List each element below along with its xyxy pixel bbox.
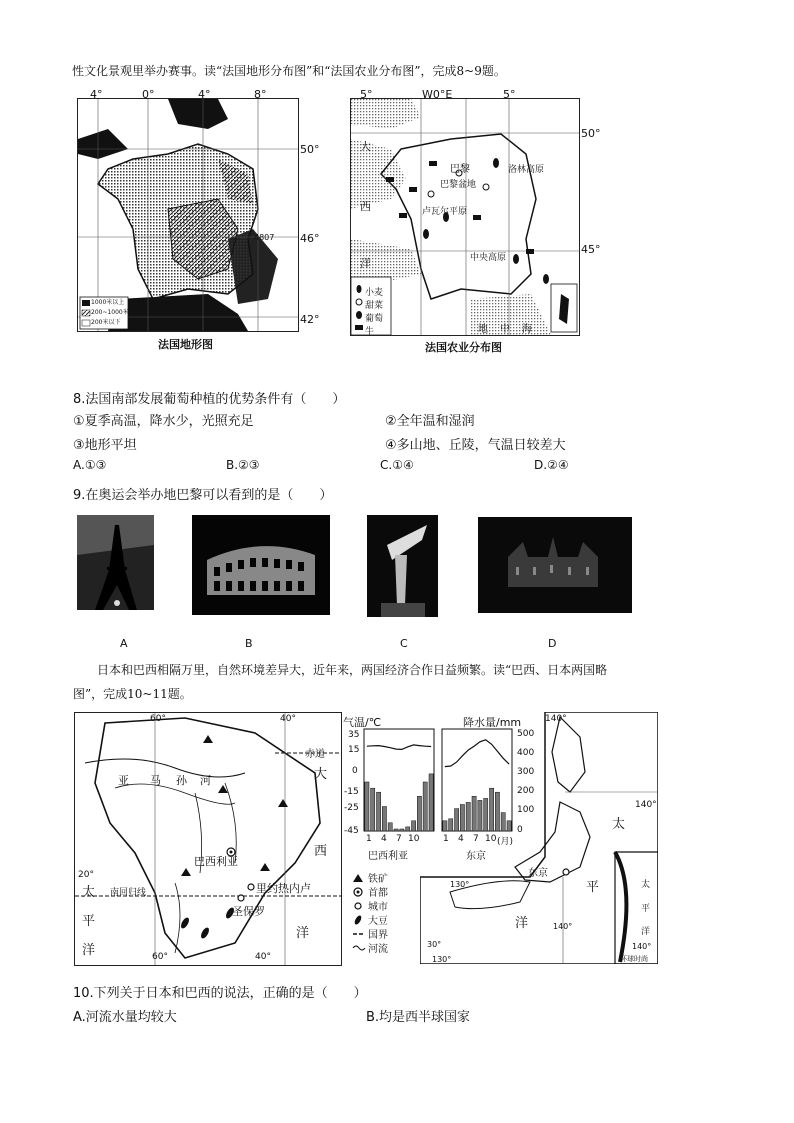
precip-tick: 400 [517, 748, 535, 758]
agri-lat-label: 50° [581, 127, 601, 140]
month-tick: 4 [458, 834, 464, 844]
agri-legend-item: 牛 [365, 327, 375, 337]
brasilia-precip-bar [365, 782, 369, 831]
japan-coord-label: 140° [632, 942, 652, 951]
agri-lon-label: 5° [360, 88, 373, 101]
month-tick: 1 [443, 834, 449, 844]
q9-label: C [400, 637, 408, 650]
intro-text-brazil-japan: 日本和巴西相隔万里，自然环境差异大，近年来，两国经济合作日益频繁。读“巴西、日本两国略 [97, 663, 608, 677]
temp-tick: 15 [348, 745, 360, 755]
precip-tick: 0 [517, 825, 523, 835]
city-label-brasilia: 巴西利亚 [368, 851, 408, 862]
terrain-peak-label: 4807 [254, 233, 275, 242]
terrain-lon-label: 0° [142, 88, 155, 101]
terrain-legend-item: 200米以下 [91, 319, 121, 326]
q9-label: A [120, 637, 128, 650]
brazil-place-label: 马 [150, 774, 161, 787]
brasilia-precip-bar [400, 829, 404, 831]
q8-stem: 8.法国南部发展葡萄种植的优势条件有（ ） [73, 392, 346, 407]
japan-coord-label: 140° [553, 922, 573, 931]
temp-tick: -45 [344, 826, 359, 836]
japan-map-graphic [420, 712, 658, 964]
brazil-lon-label: 40° [280, 714, 296, 724]
japan-coord-label: 130° [450, 880, 470, 889]
terrain-map-caption: 法国地形图 [158, 338, 213, 351]
brazil-place-label: 圣保罗 [232, 905, 265, 918]
agri-legend-item: 葡萄 [365, 314, 384, 324]
legend-label: 大豆 [368, 916, 388, 927]
agri-legend-item: 小麦 [365, 288, 384, 298]
temp-tick: -25 [344, 803, 359, 813]
month-tick: 4 [381, 834, 387, 844]
japan-lon-label: 140° [635, 800, 657, 810]
japan-place-label: 东京 [528, 868, 548, 879]
brasilia-precip-bar [412, 821, 416, 831]
precip-axis-title: 降水量/mm [463, 716, 522, 729]
map-stamp: 环球时尚 [620, 955, 648, 963]
q10-stem: 10.下列关于日本和巴西的说法，正确的是（ ） [73, 986, 367, 1001]
q10-option-b[interactable]: B.均是西半球国家 [366, 1010, 471, 1025]
agri-place-label: 大 [360, 140, 371, 153]
japan-place-label: 平 [586, 880, 600, 895]
brasilia-precip-bar [377, 792, 381, 831]
q9-stem: 9.在奥运会举办地巴黎可以看到的是（ ） [73, 488, 333, 503]
france-agri-graphic [351, 99, 579, 335]
temp-tick: 35 [348, 730, 360, 740]
terrain-lon-label: 8° [254, 88, 267, 101]
terrain-legend-item: 1000米以上 [91, 299, 125, 306]
photo-colosseum[interactable] [192, 515, 330, 615]
photo-eiffel-tower[interactable] [77, 515, 154, 610]
brasilia-precip-bar [371, 788, 375, 831]
brazil-place-label: 太 [82, 885, 96, 900]
legend-label: 铁矿 [368, 874, 388, 885]
japan-lon-label: 140° [545, 714, 567, 724]
agri-place-label: 中 [500, 324, 510, 335]
brazil-place-label: 巴西利亚 [194, 855, 238, 868]
q8-option-a[interactable]: A.①③ [73, 458, 107, 472]
japan-inset-label: 平 [641, 904, 651, 914]
brazil-tropic-label: 南回归线 [110, 888, 147, 898]
month-tick: 10 [485, 834, 497, 844]
legend-label: 首都 [368, 888, 388, 899]
temp-tick: 0 [352, 766, 358, 776]
brazil-place-label: 大 [314, 767, 328, 782]
terrain-lat-label: 46° [300, 232, 320, 245]
agri-place-label: 洛林高原 [508, 165, 545, 175]
terrain-lon-label: 4° [198, 88, 211, 101]
q8-item: ①夏季高温，降水少，光照充足 [73, 414, 254, 429]
intro-text-brazil-japan-cont: 图”，完成10~11题。 [73, 687, 192, 701]
precip-tick: 100 [517, 805, 535, 815]
terrain-lon-label: 4° [90, 88, 103, 101]
agri-lat-label: 45° [581, 243, 601, 256]
brazil-place-label: 亚 [118, 774, 129, 787]
q8-item: ④多山地、丘陵，气温日较差大 [385, 438, 566, 453]
q8-item: ③地形平坦 [73, 438, 137, 453]
city-label-tokyo: 东京 [466, 851, 486, 862]
q9-label: B [245, 637, 253, 650]
q10-option-a[interactable]: A.河流水量均较大 [73, 1010, 177, 1025]
japan-map [420, 712, 658, 964]
terrain-lat-label: 42° [300, 313, 320, 326]
agri-lon-label: 5° [503, 88, 516, 101]
precip-tick: 300 [517, 767, 535, 777]
brazil-lat-label: 20° [78, 870, 94, 880]
brazil-place-label: 里约热内卢 [256, 882, 311, 895]
terrain-lat-label: 50° [300, 143, 320, 156]
brazil-place-label: 孙 [176, 774, 187, 787]
agri-place-label: 西 [360, 200, 371, 213]
brazil-place-label: 西 [314, 844, 328, 859]
photo-tower-night[interactable] [367, 515, 438, 617]
brazil-lon-label: 40° [255, 952, 271, 962]
month-tick: 1 [366, 834, 372, 844]
brazil-lon-label: 60° [150, 714, 166, 724]
japan-place-label: 洋 [515, 916, 529, 931]
legend-label: 国界 [368, 930, 388, 941]
agri-place-label: 中央高原 [470, 253, 507, 263]
japan-inset-label: 洋 [641, 927, 651, 937]
intro-text-france: 性文化景观里举办赛事。读“法国地形分布图”和“法国农业分布图”，完成8~9题。 [72, 64, 506, 78]
brazil-lon-label: 60° [152, 952, 168, 962]
brasilia-precip-bar [388, 823, 392, 831]
agri-place-label: 洋 [360, 257, 371, 270]
agri-map-caption: 法国农业分布图 [425, 341, 502, 354]
precip-tick: 200 [517, 786, 535, 796]
brasilia-precip-bar [394, 829, 398, 831]
france-agri-map [350, 98, 580, 336]
temp-axis-title: 气温/℃ [343, 716, 382, 729]
legend-label: 城市 [368, 902, 388, 913]
month-tick: 7 [473, 834, 479, 844]
brasilia-precip-bar [382, 807, 386, 832]
precip-tick: 500 [517, 729, 535, 739]
photo-palace-night[interactable] [478, 517, 632, 613]
q8-option-d[interactable]: D.②④ [534, 458, 569, 472]
agri-place-label: 卢瓦尔平原 [422, 207, 468, 217]
japan-place-label: 太 [612, 817, 626, 832]
terrain-legend-item: 200~1000米 [91, 309, 129, 316]
agri-legend-item: 甜菜 [365, 301, 384, 311]
japan-coord-label: 30° [427, 940, 442, 949]
agri-lon-label: W0°E [422, 88, 453, 101]
japan-coord-label: 130° [432, 955, 452, 964]
agri-place-label: 地 [478, 324, 488, 335]
agri-place-label: 海 [522, 324, 532, 335]
month-unit: (月) [497, 837, 514, 847]
temp-tick: -15 [344, 787, 359, 797]
japan-inset-label: 太 [641, 880, 651, 890]
q9-label: D [548, 637, 557, 650]
brazil-equator-label: 赤道 [305, 749, 325, 760]
month-tick: 10 [408, 834, 420, 844]
brazil-place-label: 平 [82, 914, 96, 929]
brazil-place-label: 河 [200, 774, 211, 787]
agri-place-label: 巴黎盆地 [440, 180, 477, 190]
agri-place-label: 巴黎 [450, 164, 470, 175]
brazil-place-label: 洋 [296, 926, 310, 941]
q8-option-b[interactable]: B.②③ [226, 458, 260, 472]
brazil-place-label: 洋 [82, 943, 96, 958]
month-tick: 7 [396, 834, 402, 844]
brasilia-precip-bar [406, 827, 410, 831]
legend-label: 河流 [368, 944, 388, 955]
q8-item: ②全年温和湿润 [385, 414, 475, 429]
q8-option-c[interactable]: C.①④ [380, 458, 414, 472]
